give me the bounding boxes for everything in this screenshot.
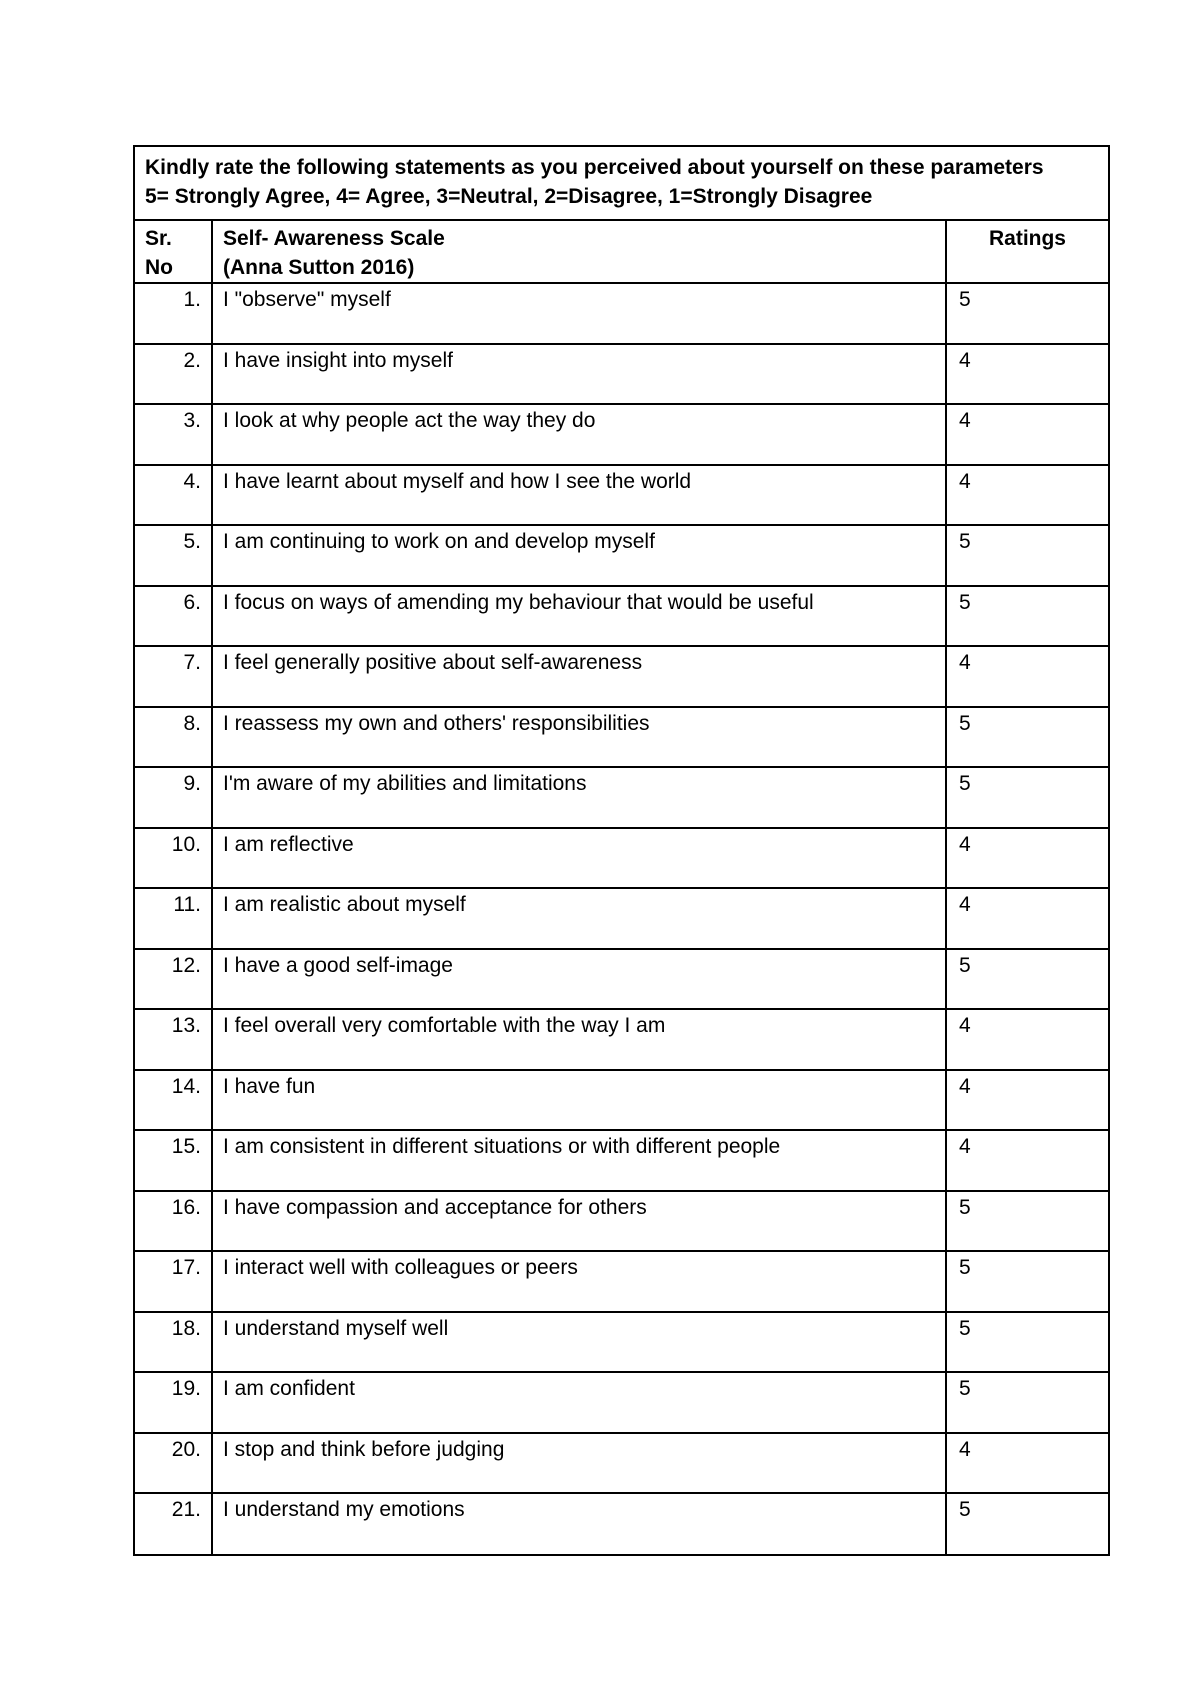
row-number: 3.: [135, 404, 212, 465]
row-rating: 5: [946, 707, 1108, 768]
row-rating: 4: [946, 1070, 1108, 1131]
row-rating: 4: [946, 646, 1108, 707]
row-statement: I have fun: [212, 1070, 946, 1131]
row-statement: I understand myself well: [212, 1312, 946, 1373]
header-no-label: No: [145, 256, 173, 279]
table-row: [135, 707, 1108, 768]
table-row: [135, 828, 1108, 889]
table-row: [135, 1493, 1108, 1554]
row-number: 20.: [135, 1433, 212, 1494]
header-ratings: Ratings: [946, 221, 1108, 283]
row-rating: 5: [946, 525, 1108, 586]
row-rating: 4: [946, 1009, 1108, 1070]
table-header-row: [135, 221, 1108, 283]
row-number: 2.: [135, 344, 212, 405]
table-row: [135, 1191, 1108, 1252]
instructions-line-1: Kindly rate the following statements as you perceived about yourself on these parameters: [145, 156, 1044, 179]
header-scale: [212, 221, 946, 283]
row-statement: I am consistent in different situations or with different people: [212, 1130, 946, 1191]
row-rating: 5: [946, 949, 1108, 1010]
table-row: [135, 344, 1108, 405]
row-statement: I look at why people act the way they do: [212, 404, 946, 465]
row-number: 11.: [135, 888, 212, 949]
table-row: [135, 646, 1108, 707]
table-row: [135, 1251, 1108, 1312]
row-number: 15.: [135, 1130, 212, 1191]
row-statement: I am realistic about myself: [212, 888, 946, 949]
row-rating: 5: [946, 1191, 1108, 1252]
table-row: [135, 1130, 1108, 1191]
table-row: [135, 1433, 1108, 1494]
header-sr-label: Sr.: [145, 227, 172, 250]
row-number: 4.: [135, 465, 212, 526]
row-number: 18.: [135, 1312, 212, 1373]
row-number: 13.: [135, 1009, 212, 1070]
table-row: [135, 767, 1108, 828]
row-number: 1.: [135, 283, 212, 344]
row-rating: 5: [946, 283, 1108, 344]
row-rating: 5: [946, 1251, 1108, 1312]
row-rating: 5: [946, 767, 1108, 828]
row-number: 16.: [135, 1191, 212, 1252]
row-number: 9.: [135, 767, 212, 828]
row-statement: I "observe" myself: [212, 283, 946, 344]
row-rating: 4: [946, 344, 1108, 405]
row-rating: 4: [946, 404, 1108, 465]
row-statement: I have a good self-image: [212, 949, 946, 1010]
table-row: [135, 1070, 1108, 1131]
row-statement: I understand my emotions: [212, 1493, 946, 1554]
row-statement: I am continuing to work on and develop myself: [212, 525, 946, 586]
row-statement: I have compassion and acceptance for others: [212, 1191, 946, 1252]
row-rating: 4: [946, 1130, 1108, 1191]
row-rating: 4: [946, 1433, 1108, 1494]
row-rating: 5: [946, 1312, 1108, 1373]
row-number: 6.: [135, 586, 212, 647]
row-number: 14.: [135, 1070, 212, 1131]
row-number: 19.: [135, 1372, 212, 1433]
row-statement: I feel overall very comfortable with the way I am: [212, 1009, 946, 1070]
row-rating: 5: [946, 586, 1108, 647]
row-rating: 5: [946, 1372, 1108, 1433]
row-rating: 4: [946, 828, 1108, 889]
instructions-rating-scale: 5= Strongly Agree, 4= Agree, 3=Neutral, 2=Disagree, 1=Strongly Disagree: [145, 185, 873, 208]
self-awareness-table: [135, 221, 1108, 1554]
table-row: [135, 586, 1108, 647]
table-row: [135, 525, 1108, 586]
row-statement: I focus on ways of amending my behaviour that would be useful: [212, 586, 946, 647]
row-number: 8.: [135, 707, 212, 768]
row-statement: I stop and think before judging: [212, 1433, 946, 1494]
row-statement: I feel generally positive about self-awareness: [212, 646, 946, 707]
row-number: 12.: [135, 949, 212, 1010]
row-number: 7.: [135, 646, 212, 707]
row-statement: I have insight into myself: [212, 344, 946, 405]
row-rating: 4: [946, 465, 1108, 526]
table-row: [135, 1372, 1108, 1433]
header-scale-title: Self- Awareness Scale: [223, 227, 445, 250]
table-row: [135, 949, 1108, 1010]
table-row: [135, 888, 1108, 949]
table-row: [135, 1312, 1108, 1373]
row-number: 5.: [135, 525, 212, 586]
row-statement: I am reflective: [212, 828, 946, 889]
table-row: [135, 283, 1108, 344]
header-scale-source: (Anna Sutton 2016): [223, 256, 415, 279]
row-number: 17.: [135, 1251, 212, 1312]
row-number: 21.: [135, 1493, 212, 1554]
header-sr-no: [135, 221, 212, 283]
table-row: [135, 1009, 1108, 1070]
self-awareness-form: [133, 145, 1110, 1556]
row-statement: I have learnt about myself and how I see the world: [212, 465, 946, 526]
row-rating: 5: [959, 1498, 971, 1521]
table-row: [135, 404, 1108, 465]
table-row: [135, 465, 1108, 526]
row-number: 10.: [135, 828, 212, 889]
row-rating: 4: [946, 888, 1108, 949]
instructions: [135, 147, 1108, 221]
row-statement: I am confident: [212, 1372, 946, 1433]
table-body: [135, 221, 1108, 1554]
row-statement: I'm aware of my abilities and limitations: [212, 767, 946, 828]
row-statement: I reassess my own and others' responsibilities: [212, 707, 946, 768]
row-statement: I interact well with colleagues or peers: [212, 1251, 946, 1312]
